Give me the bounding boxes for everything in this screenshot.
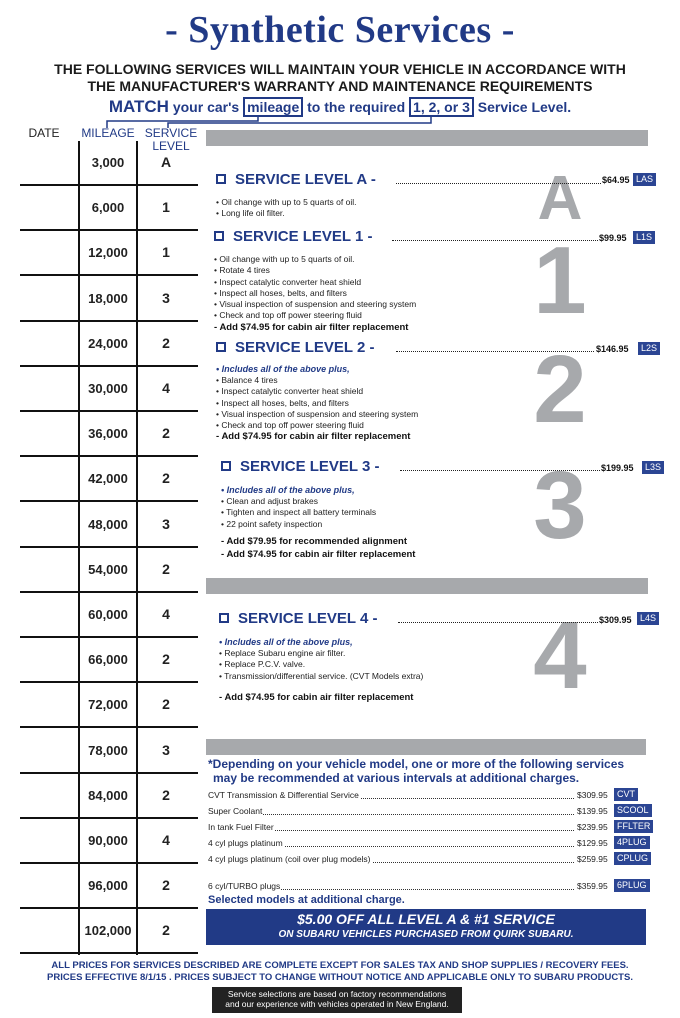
service-level-cell: 2 <box>162 877 170 894</box>
service-level-cell: 1 <box>162 199 170 216</box>
additional-service-row <box>208 821 652 835</box>
subtitle-line-1: THE FOLLOWING SERVICES WILL MAINTAIN YOUR VEHICLE IN ACCORDANCE WITH <box>54 61 626 77</box>
service-level-cell: 2 <box>162 922 170 939</box>
service-level-4-code: L4S <box>637 612 659 625</box>
mileage-column-header: MILEAGE <box>81 126 135 140</box>
table-row-divider <box>20 184 198 186</box>
promo-banner: $5.00 OFF ALL LEVEL A & #1 SERVICE ON SUBARU VEHICLES PURCHASED FROM QUIRK SUBARU. <box>206 909 646 945</box>
disclaimer-box: Service selections are based on factory recommendations and our experience with vehicles operated in New England. <box>212 987 462 1013</box>
additional-service-name: Super Coolant <box>208 806 263 816</box>
service-level-2-items: • Balance 4 tires • Inspect catalytic converter heat shield • Inspect all hoses, belts, and filters • Visual inspection of suspension and steering system • Check and top off power steering fluid <box>216 375 419 431</box>
mileage-cell: 24,000 <box>88 335 128 351</box>
additional-service-row <box>208 837 652 851</box>
service-level-cell: 2 <box>162 696 170 713</box>
footer-line-1: ALL PRICES FOR SERVICES DESCRIBED ARE COMPLETE EXCEPT FOR SALES TAX AND SHOP SUPPLIES / RECOVERY FEES. <box>51 960 629 971</box>
big-letter-a: A <box>537 164 583 233</box>
additional-service-price: $359.95 <box>577 881 608 891</box>
service-level-cell: 3 <box>162 741 170 758</box>
big-numeral-3: 3 <box>533 452 587 559</box>
table-row-divider <box>20 636 198 638</box>
additional-service-row <box>208 853 652 867</box>
table-row-divider <box>20 726 198 728</box>
service-level-cell: 3 <box>162 515 170 532</box>
mileage-cell: 102,000 <box>84 923 132 939</box>
service-level-a-code: LAS <box>633 173 656 186</box>
mileage-cell: 18,000 <box>88 290 128 306</box>
service-level-cell: 2 <box>162 560 170 577</box>
mileage-cell: 60,000 <box>88 607 128 622</box>
mileage-cell: 90,000 <box>88 833 128 848</box>
service-level-3-code: L3S <box>642 461 664 474</box>
service-level-2-addon: - Add $74.95 for cabin air filter replacement <box>216 431 411 442</box>
service-level-1-heading: SERVICE LEVEL 1 - <box>214 228 373 245</box>
additional-service-code: CVT <box>614 788 638 801</box>
service-level-cell: 4 <box>162 832 170 848</box>
additional-service-row <box>208 880 652 894</box>
additional-service-name: In tank Fuel Filter <box>208 822 274 832</box>
leader-dots <box>398 622 598 623</box>
service-level-cell: 2 <box>162 651 170 668</box>
service-level-2-code: L2S <box>638 342 660 355</box>
service-level-3-items: • Clean and adjust brakes • Tighten and inspect all battery terminals • 22 point safety inspection <box>221 496 377 529</box>
service-level-cell: 2 <box>162 334 170 351</box>
leader-dots <box>392 240 598 241</box>
service-level-cell: 3 <box>162 289 170 306</box>
service-level-1-code: L1S <box>633 231 655 244</box>
middle-gray-bar <box>206 578 648 594</box>
table-row-divider <box>20 907 198 909</box>
top-gray-bar <box>206 130 648 146</box>
additional-service-price: $309.95 <box>577 790 608 800</box>
service-level-2-heading: SERVICE LEVEL 2 - <box>216 339 375 356</box>
additional-service-code: 6PLUG <box>614 879 650 892</box>
additional-service-name: CVT Transmission & Differential Service <box>208 790 359 800</box>
additional-service-code: FFLTER <box>614 820 653 833</box>
service-level-4-price: $309.95 <box>599 615 632 625</box>
big-numeral-2: 2 <box>533 336 587 443</box>
service-level-4-items: • Replace Subaru engine air filter. • Replace P.C.V. valve. • Transmission/differential service. (CVT Models extra) <box>219 648 424 681</box>
service-level-cell: A <box>160 154 172 170</box>
big-numeral-4: 4 <box>533 602 587 709</box>
mileage-cell: 36,000 <box>88 426 128 442</box>
leader-dots <box>396 183 601 184</box>
mileage-cell: 48,000 <box>88 516 128 532</box>
subtitle-line-2: THE MANUFACTURER'S WARRANTY AND MAINTENANCE REQUIREMENTS <box>87 78 593 94</box>
table-row-divider <box>20 320 198 322</box>
table-row-divider <box>20 546 198 548</box>
additional-service-price: $259.95 <box>577 854 608 864</box>
mileage-cell: 6,000 <box>91 200 125 216</box>
table-row-divider <box>20 365 198 367</box>
leader-dots <box>400 470 600 471</box>
service-level-cell: 4 <box>162 606 170 622</box>
additional-service-price: $139.95 <box>577 806 608 816</box>
mileage-cell: 30,000 <box>88 381 128 396</box>
date-column-header: DATE <box>28 126 60 140</box>
additional-service-price: $129.95 <box>577 838 608 848</box>
table-row-divider <box>20 817 198 819</box>
footer-line-2: PRICES EFFECTIVE 8/1/15 . PRICES SUBJECT TO CHANGE WITHOUT NOTICE AND APPLICABLE ONLY TO SUBARU PRODUCTS. <box>47 972 633 983</box>
table-row-divider <box>20 591 198 593</box>
service-level-1-items: • Oil change with up to 5 quarts of oil. • Rotate 4 tires • Inspect catalytic converter heat shield • Inspect all hoses, belts, and filters • Visual inspection of suspension and steering system • Check and top off power steering fluid <box>214 254 417 321</box>
additional-service-name: 4 cyl plugs platinum <box>208 838 283 848</box>
selected-models-note: Selected models at additional charge. <box>208 894 405 906</box>
table-row-divider <box>20 952 198 954</box>
service-level-2-includes: • Includes all of the above plus, <box>216 364 350 374</box>
service-level-1-price: $99.95 <box>599 233 627 243</box>
header-connector-lines <box>0 0 680 140</box>
match-instruction: MATCH your car's mileage to the required 1, 2, or 3 Service Level. <box>108 97 572 116</box>
mileage-cell: 42,000 <box>88 471 128 487</box>
service-level-cell: 1 <box>162 244 170 261</box>
mileage-cell: 84,000 <box>88 787 128 803</box>
big-numeral-1: 1 <box>533 227 587 334</box>
service-level-cell: 2 <box>162 786 170 803</box>
service-level-4-heading: SERVICE LEVEL 4 - <box>219 610 378 627</box>
additional-service-price: $239.95 <box>577 822 608 832</box>
additional-service-code: SCOOL <box>614 804 652 817</box>
checkbox-icon <box>216 174 226 184</box>
service-level-a-items: • Oil change with up to 5 quarts of oil. • Long life oil filter. <box>216 197 357 219</box>
bottom-gray-bar <box>206 739 646 755</box>
service-level-a-price: $64.95 <box>602 175 630 185</box>
additional-service-name: 6 cyl/TURBO plugs <box>208 881 281 891</box>
table-row-divider <box>20 410 198 412</box>
table-row-divider <box>20 862 198 864</box>
levels-box: 1, 2, or 3 <box>409 97 474 117</box>
service-level-cell: 4 <box>162 380 170 396</box>
service-level-column-header: SERVICE LEVEL <box>144 126 198 153</box>
service-level-1-addon: - Add $74.95 for cabin air filter replacement <box>214 322 409 333</box>
service-level-3-cabin-addon: - Add $74.95 for cabin air filter replacement <box>221 549 416 560</box>
table-row-divider <box>20 681 198 683</box>
mileage-cell: 78,000 <box>88 742 128 758</box>
service-level-cell: 2 <box>162 425 170 442</box>
mileage-cell: 12,000 <box>88 245 128 261</box>
mileage-cell: 54,000 <box>88 561 128 577</box>
additional-service-name: 4 cyl plugs platinum (coil over plug models) <box>208 854 371 864</box>
match-word: MATCH <box>108 97 169 116</box>
service-level-3-heading: SERVICE LEVEL 3 - <box>221 458 380 475</box>
mileage-cell: 3,000 <box>91 155 125 170</box>
additional-service-row <box>208 805 652 819</box>
table-row-divider <box>20 274 198 276</box>
checkbox-icon <box>216 342 226 352</box>
table-row-divider <box>20 455 198 457</box>
service-level-3-includes: • Includes all of the above plus, <box>221 485 355 495</box>
service-level-3-price: $199.95 <box>601 463 634 473</box>
mileage-cell: 66,000 <box>88 652 128 668</box>
table-row-divider <box>20 772 198 774</box>
checkbox-icon <box>221 461 231 471</box>
additional-service-row <box>208 789 652 803</box>
table-row-divider <box>20 500 198 502</box>
service-level-2-price: $146.95 <box>596 344 629 354</box>
mileage-cell: 72,000 <box>88 697 128 713</box>
page-title: - Synthetic Services - <box>165 9 515 51</box>
additional-service-code: CPLUG <box>614 852 651 865</box>
table-row-divider <box>20 229 198 231</box>
checkbox-icon <box>219 613 229 623</box>
additional-services-notice: *Depending on your vehicle model, one or more of the following services may be recommended at various intervals at additional charges. <box>208 757 625 785</box>
service-level-4-addon: - Add $74.95 for cabin air filter replacement <box>219 692 414 703</box>
checkbox-icon <box>214 231 224 241</box>
service-level-cell: 2 <box>162 470 170 487</box>
service-level-4-includes: • Includes all of the above plus, <box>219 637 353 647</box>
service-level-a-heading: SERVICE LEVEL A - <box>216 171 376 188</box>
mileage-box: mileage <box>243 97 303 117</box>
mileage-cell: 96,000 <box>88 878 128 894</box>
leader-dots <box>396 351 594 352</box>
service-level-3-alignment-addon: - Add $79.95 for recommended alignment <box>221 536 407 547</box>
additional-service-code: 4PLUG <box>614 836 650 849</box>
